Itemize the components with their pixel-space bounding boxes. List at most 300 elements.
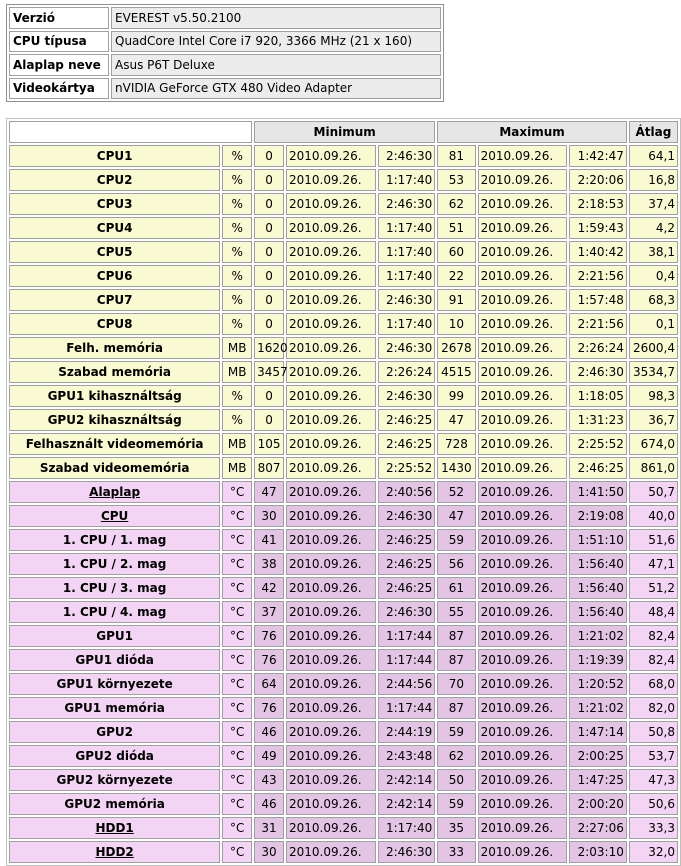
minimum-time: 2:46:25 [378,433,436,455]
minimum-time: 2:46:30 [378,601,436,623]
sensor-name-link[interactable]: HDD1 [95,821,134,835]
average-value: 51,6 [629,529,678,551]
average-value: 47,1 [629,553,678,575]
maximum-value: 33 [437,841,475,863]
info-label: Videokártya [9,78,109,100]
minimum-date: 2010.09.26. [286,217,376,239]
minimum-value: 46 [254,721,284,743]
maximum-time: 2:46:30 [569,361,627,383]
maximum-time: 2:21:56 [569,265,627,287]
minimum-date: 2010.09.26. [286,265,376,287]
sensor-row [9,481,678,503]
maximum-time: 1:51:10 [569,529,627,551]
minimum-date: 2010.09.26. [286,193,376,215]
minimum-date: 2010.09.26. [286,817,376,839]
sensor-name: GPU1 [9,625,220,647]
maximum-time: 2:19:08 [569,505,627,527]
sensor-name [9,481,220,503]
sensor-unit: °C [222,529,252,551]
minimum-date: 2010.09.26. [286,289,376,311]
average-value: 0,4 [629,265,678,287]
minimum-date: 2010.09.26. [286,601,376,623]
maximum-date: 2010.09.26. [478,793,568,815]
info-label: CPU típusa [9,31,109,53]
maximum-time: 1:56:40 [569,601,627,623]
average-value: 50,7 [629,481,678,503]
sensor-row [9,817,678,839]
minimum-value: 42 [254,577,284,599]
minimum-time: 2:26:24 [378,361,436,383]
minimum-value: 46 [254,793,284,815]
average-value: 53,7 [629,745,678,767]
maximum-date: 2010.09.26. [478,313,568,335]
minimum-value: 47 [254,481,284,503]
maximum-value: 1430 [437,457,475,479]
sensor-unit: °C [222,673,252,695]
minimum-date: 2010.09.26. [286,457,376,479]
sensor-row [9,721,678,743]
maximum-value: 53 [437,169,475,191]
sensor-unit: °C [222,769,252,791]
sensor-name: Felh. memória [9,337,220,359]
maximum-date: 2010.09.26. [478,337,568,359]
maximum-value: 10 [437,313,475,335]
maximum-date: 2010.09.26. [478,361,568,383]
minimum-value: 64 [254,673,284,695]
maximum-date: 2010.09.26. [478,625,568,647]
minimum-value: 76 [254,649,284,671]
info-row [9,78,441,100]
minimum-value: 31 [254,817,284,839]
maximum-time: 1:59:43 [569,217,627,239]
maximum-date: 2010.09.26. [478,481,568,503]
minimum-date: 2010.09.26. [286,409,376,431]
info-label: Alaplap neve [9,54,109,76]
sensor-unit: % [222,313,252,335]
sensor-row [9,649,678,671]
maximum-time: 1:47:25 [569,769,627,791]
sensor-unit: % [222,217,252,239]
average-value: 48,4 [629,601,678,623]
maximum-date: 2010.09.26. [478,241,568,263]
sensor-name: 1. CPU / 1. mag [9,529,220,551]
minimum-date: 2010.09.26. [286,433,376,455]
maximum-time: 1:19:39 [569,649,627,671]
maximum-time: 2:18:53 [569,193,627,215]
sensor-unit: °C [222,697,252,719]
sensor-unit: % [222,265,252,287]
minimum-date: 2010.09.26. [286,697,376,719]
sensor-unit: % [222,193,252,215]
maximum-date: 2010.09.26. [478,289,568,311]
minimum-time: 2:25:52 [378,457,436,479]
sensor-name: CPU4 [9,217,220,239]
maximum-time: 2:27:06 [569,817,627,839]
minimum-time: 1:17:40 [378,817,436,839]
maximum-date: 2010.09.26. [478,673,568,695]
sensor-unit: MB [222,433,252,455]
average-value: 33,3 [629,817,678,839]
average-value: 3534,7 [629,361,678,383]
sensor-name: GPU2 környezete [9,769,220,791]
sensor-unit: % [222,385,252,407]
average-value: 47,3 [629,769,678,791]
maximum-time: 2:00:20 [569,793,627,815]
maximum-date: 2010.09.26. [478,601,568,623]
maximum-value: 60 [437,241,475,263]
maximum-date: 2010.09.26. [478,409,568,431]
maximum-time: 1:21:02 [569,625,627,647]
sensor-name: 1. CPU / 2. mag [9,553,220,575]
maximum-date: 2010.09.26. [478,529,568,551]
maximum-time: 1:47:14 [569,721,627,743]
sensor-row [9,265,678,287]
minimum-time: 2:46:30 [378,193,436,215]
sensor-statistics-table [6,118,681,866]
sensor-row [9,145,678,167]
sensor-row [9,673,678,695]
sensor-unit: °C [222,793,252,815]
minimum-time: 2:46:30 [378,505,436,527]
sensor-row [9,217,678,239]
maximum-date: 2010.09.26. [478,649,568,671]
maximum-value: 47 [437,505,475,527]
sensor-unit: °C [222,601,252,623]
sensor-name-link[interactable]: Alaplap [89,485,141,499]
maximum-value: 99 [437,385,475,407]
maximum-date: 2010.09.26. [478,817,568,839]
sensor-row [9,769,678,791]
sensor-unit: % [222,289,252,311]
sensor-row [9,409,678,431]
minimum-value: 0 [254,313,284,335]
sensor-unit: °C [222,505,252,527]
sensor-name: CPU1 [9,145,220,167]
sensor-name: CPU6 [9,265,220,287]
minimum-value: 0 [254,385,284,407]
header-minimum: Minimum [254,121,435,143]
minimum-value: 76 [254,697,284,719]
average-value: 2600,4 [629,337,678,359]
minimum-date: 2010.09.26. [286,673,376,695]
minimum-date: 2010.09.26. [286,625,376,647]
maximum-value: 87 [437,625,475,647]
info-label: Verzió [9,7,109,29]
sensor-row [9,841,678,863]
maximum-date: 2010.09.26. [478,505,568,527]
header-average: Átlag [629,121,678,143]
minimum-date: 2010.09.26. [286,649,376,671]
sensor-unit: % [222,241,252,263]
minimum-value: 41 [254,529,284,551]
sensor-name-link[interactable]: HDD2 [95,845,134,859]
maximum-value: 87 [437,697,475,719]
maximum-date: 2010.09.26. [478,169,568,191]
maximum-date: 2010.09.26. [478,193,568,215]
maximum-value: 81 [437,145,475,167]
minimum-value: 76 [254,625,284,647]
maximum-time: 1:18:05 [569,385,627,407]
maximum-time: 2:46:25 [569,457,627,479]
sensor-name: CPU7 [9,289,220,311]
maximum-value: 70 [437,673,475,695]
sensor-name: GPU2 kihasználtság [9,409,220,431]
maximum-time: 1:41:50 [569,481,627,503]
maximum-time: 2:20:06 [569,169,627,191]
info-value: QuadCore Intel Core i7 920, 3366 MHz (21 x 160) [111,31,441,53]
sensor-row [9,505,678,527]
sensor-row [9,577,678,599]
maximum-date: 2010.09.26. [478,577,568,599]
minimum-time: 2:46:25 [378,553,436,575]
sensor-row [9,697,678,719]
sensor-unit: % [222,409,252,431]
info-row [9,31,441,53]
sensor-name: CPU3 [9,193,220,215]
average-value: 50,8 [629,721,678,743]
system-info-table [6,4,444,102]
sensor-unit: MB [222,457,252,479]
minimum-date: 2010.09.26. [286,553,376,575]
maximum-time: 2:25:52 [569,433,627,455]
minimum-time: 1:17:44 [378,649,436,671]
minimum-time: 2:44:19 [378,721,436,743]
maximum-value: 62 [437,193,475,215]
maximum-value: 62 [437,745,475,767]
sensor-row [9,601,678,623]
maximum-date: 2010.09.26. [478,697,568,719]
maximum-value: 59 [437,529,475,551]
average-value: 0,1 [629,313,678,335]
minimum-value: 37 [254,601,284,623]
maximum-time: 2:00:25 [569,745,627,767]
minimum-time: 2:46:25 [378,529,436,551]
average-value: 674,0 [629,433,678,455]
average-value: 68,3 [629,289,678,311]
maximum-date: 2010.09.26. [478,769,568,791]
info-row [9,54,441,76]
minimum-time: 2:46:25 [378,409,436,431]
sensor-name: GPU2 dióda [9,745,220,767]
average-value: 40,0 [629,505,678,527]
minimum-value: 0 [254,241,284,263]
minimum-time: 1:17:40 [378,313,436,335]
maximum-date: 2010.09.26. [478,457,568,479]
sensor-row [9,433,678,455]
average-value: 98,3 [629,385,678,407]
maximum-value: 51 [437,217,475,239]
average-value: 4,2 [629,217,678,239]
minimum-date: 2010.09.26. [286,169,376,191]
sensor-name-link[interactable]: CPU [100,509,129,523]
average-value: 37,4 [629,193,678,215]
sensor-row [9,385,678,407]
maximum-value: 4515 [437,361,475,383]
header-blank-cell [9,121,252,143]
maximum-time: 1:42:47 [569,145,627,167]
sensor-row [9,337,678,359]
maximum-time: 1:21:02 [569,697,627,719]
minimum-time: 2:42:14 [378,793,436,815]
minimum-value: 0 [254,217,284,239]
sensor-name: Felhasznált videomemória [9,433,220,455]
sensor-name: CPU5 [9,241,220,263]
minimum-value: 0 [254,289,284,311]
maximum-time: 2:21:56 [569,313,627,335]
average-value: 82,4 [629,649,678,671]
sensor-name [9,505,220,527]
average-value: 82,4 [629,625,678,647]
sensor-unit: °C [222,745,252,767]
minimum-date: 2010.09.26. [286,145,376,167]
info-value: nVIDIA GeForce GTX 480 Video Adapter [111,78,441,100]
sensor-unit: °C [222,817,252,839]
minimum-date: 2010.09.26. [286,337,376,359]
sensor-row [9,553,678,575]
maximum-value: 50 [437,769,475,791]
average-value: 82,0 [629,697,678,719]
minimum-time: 2:42:14 [378,769,436,791]
minimum-time: 2:46:30 [378,385,436,407]
maximum-value: 55 [437,601,475,623]
minimum-date: 2010.09.26. [286,505,376,527]
minimum-value: 0 [254,193,284,215]
minimum-value: 0 [254,409,284,431]
sensor-row [9,793,678,815]
maximum-value: 47 [437,409,475,431]
minimum-date: 2010.09.26. [286,529,376,551]
minimum-time: 2:40:56 [378,481,436,503]
maximum-time: 1:57:48 [569,289,627,311]
sensor-name: Szabad memória [9,361,220,383]
minimum-value: 807 [254,457,284,479]
minimum-time: 1:17:40 [378,169,436,191]
sensor-name: 1. CPU / 3. mag [9,577,220,599]
minimum-date: 2010.09.26. [286,769,376,791]
minimum-time: 2:46:30 [378,289,436,311]
maximum-date: 2010.09.26. [478,217,568,239]
sensor-row [9,169,678,191]
minimum-value: 38 [254,553,284,575]
maximum-value: 59 [437,793,475,815]
maximum-value: 91 [437,289,475,311]
sensor-name [9,817,220,839]
minimum-value: 0 [254,145,284,167]
maximum-date: 2010.09.26. [478,145,568,167]
minimum-value: 30 [254,505,284,527]
sensor-name: 1. CPU / 4. mag [9,601,220,623]
average-value: 861,0 [629,457,678,479]
sensor-name: Szabad videomemória [9,457,220,479]
maximum-time: 2:03:10 [569,841,627,863]
sensor-name: GPU2 [9,721,220,743]
minimum-time: 1:17:44 [378,625,436,647]
header-row [9,121,678,143]
maximum-value: 22 [437,265,475,287]
info-value: EVEREST v5.50.2100 [111,7,441,29]
minimum-date: 2010.09.26. [286,361,376,383]
sensor-name [9,841,220,863]
minimum-date: 2010.09.26. [286,745,376,767]
sensor-statistics-body [9,121,678,863]
maximum-date: 2010.09.26. [478,265,568,287]
maximum-time: 2:26:24 [569,337,627,359]
maximum-date: 2010.09.26. [478,385,568,407]
sensor-name: GPU1 környezete [9,673,220,695]
maximum-value: 56 [437,553,475,575]
sensor-unit: MB [222,361,252,383]
minimum-date: 2010.09.26. [286,313,376,335]
sensor-unit: MB [222,337,252,359]
maximum-time: 1:31:23 [569,409,627,431]
minimum-value: 0 [254,265,284,287]
average-value: 16,8 [629,169,678,191]
sensor-row [9,625,678,647]
minimum-time: 2:46:30 [378,841,436,863]
maximum-value: 728 [437,433,475,455]
minimum-time: 1:17:40 [378,265,436,287]
maximum-value: 52 [437,481,475,503]
maximum-time: 1:56:40 [569,577,627,599]
sensor-row [9,313,678,335]
maximum-date: 2010.09.26. [478,841,568,863]
minimum-value: 49 [254,745,284,767]
maximum-value: 87 [437,649,475,671]
minimum-value: 30 [254,841,284,863]
sensor-unit: °C [222,481,252,503]
maximum-date: 2010.09.26. [478,433,568,455]
minimum-date: 2010.09.26. [286,385,376,407]
minimum-time: 2:46:30 [378,337,436,359]
sensor-name: GPU1 memória [9,697,220,719]
average-value: 36,7 [629,409,678,431]
average-value: 32,0 [629,841,678,863]
sensor-row [9,361,678,383]
minimum-time: 2:46:25 [378,577,436,599]
sensor-name: CPU8 [9,313,220,335]
maximum-value: 61 [437,577,475,599]
sensor-unit: °C [222,625,252,647]
minimum-value: 0 [254,169,284,191]
maximum-value: 2678 [437,337,475,359]
sensor-unit: °C [222,649,252,671]
sensor-row [9,529,678,551]
system-info-body [9,7,441,99]
minimum-value: 105 [254,433,284,455]
sensor-row [9,241,678,263]
minimum-time: 1:17:40 [378,241,436,263]
sensor-unit: °C [222,841,252,863]
sensor-row [9,289,678,311]
sensor-unit: °C [222,721,252,743]
maximum-date: 2010.09.26. [478,745,568,767]
sensor-name: GPU1 kihasználtság [9,385,220,407]
info-value: Asus P6T Deluxe [111,54,441,76]
sensor-name: GPU2 memória [9,793,220,815]
maximum-time: 1:40:42 [569,241,627,263]
sensor-name: GPU1 dióda [9,649,220,671]
sensor-unit: % [222,169,252,191]
sensor-unit: °C [222,553,252,575]
maximum-time: 1:20:52 [569,673,627,695]
sensor-name: CPU2 [9,169,220,191]
minimum-time: 1:17:44 [378,697,436,719]
maximum-date: 2010.09.26. [478,721,568,743]
minimum-date: 2010.09.26. [286,577,376,599]
maximum-value: 59 [437,721,475,743]
minimum-value: 1620 [254,337,284,359]
maximum-time: 1:56:40 [569,553,627,575]
